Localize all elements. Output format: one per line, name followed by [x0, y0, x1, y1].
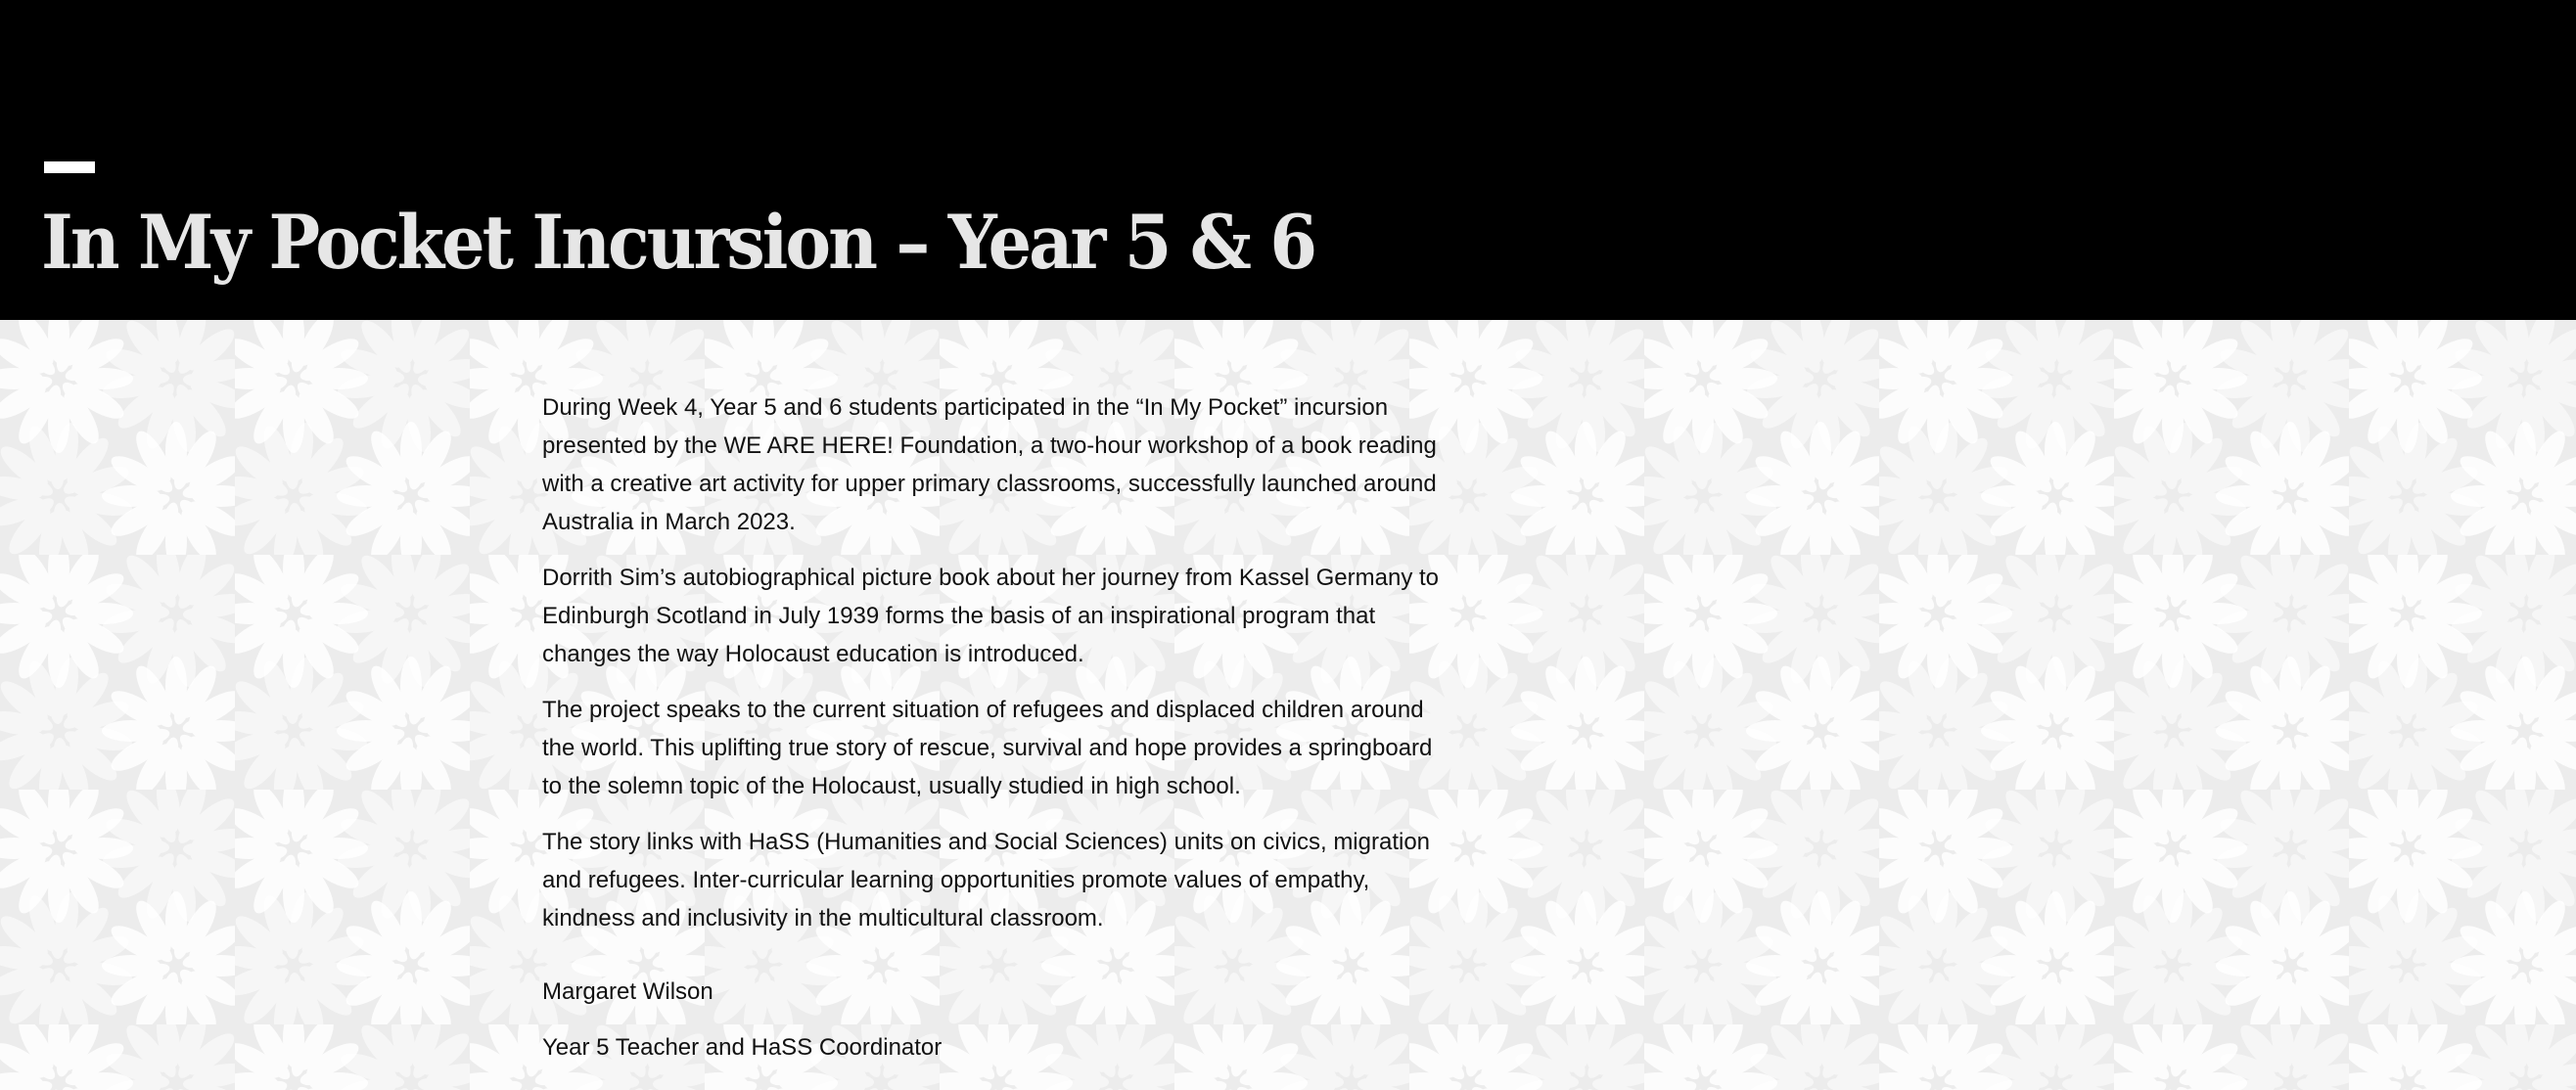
article-paragraph: During Week 4, Year 5 and 6 students participated in the “In My Pocket” incursion presented by the WE ARE HERE! Foundation, a two-hour workshop of a book reading with a creative art activity for upper primary classrooms, successfully launched around Australia in March 2023.	[542, 394, 1437, 535]
author-role: Year 5 Teacher and HaSS Coordinator	[542, 1034, 943, 1061]
article-paragraph: The project speaks to the current situation of refugees and displaced children around the world. This uplifting true story of rescue, survival and hope provides a springboard to the solemn topic of the Holocaust, usually studied in high school.	[542, 697, 1433, 799]
article-paragraph: Dorrith Sim’s autobiographical picture book about her journey from Kassel Germany to Edinburgh Scotland in July 1939 forms the basis of an inspirational program that changes the way Holocaust education is introduced.	[542, 565, 1440, 667]
page-title: In My Pocket Incursion – Year 5 & 6	[41, 198, 1315, 287]
page-header	[0, 0, 2576, 320]
author-name: Margaret Wilson	[542, 978, 713, 1005]
article-paragraph: The story links with HaSS (Humanities and Social Sciences) units on civics, migration and refugees. Inter-curricular learning opportunities promote values of empathy, kindness and inclusivity in the multicultural classroom.	[542, 829, 1431, 931]
article-body	[542, 388, 1452, 1067]
title-accent-bar	[44, 161, 95, 173]
